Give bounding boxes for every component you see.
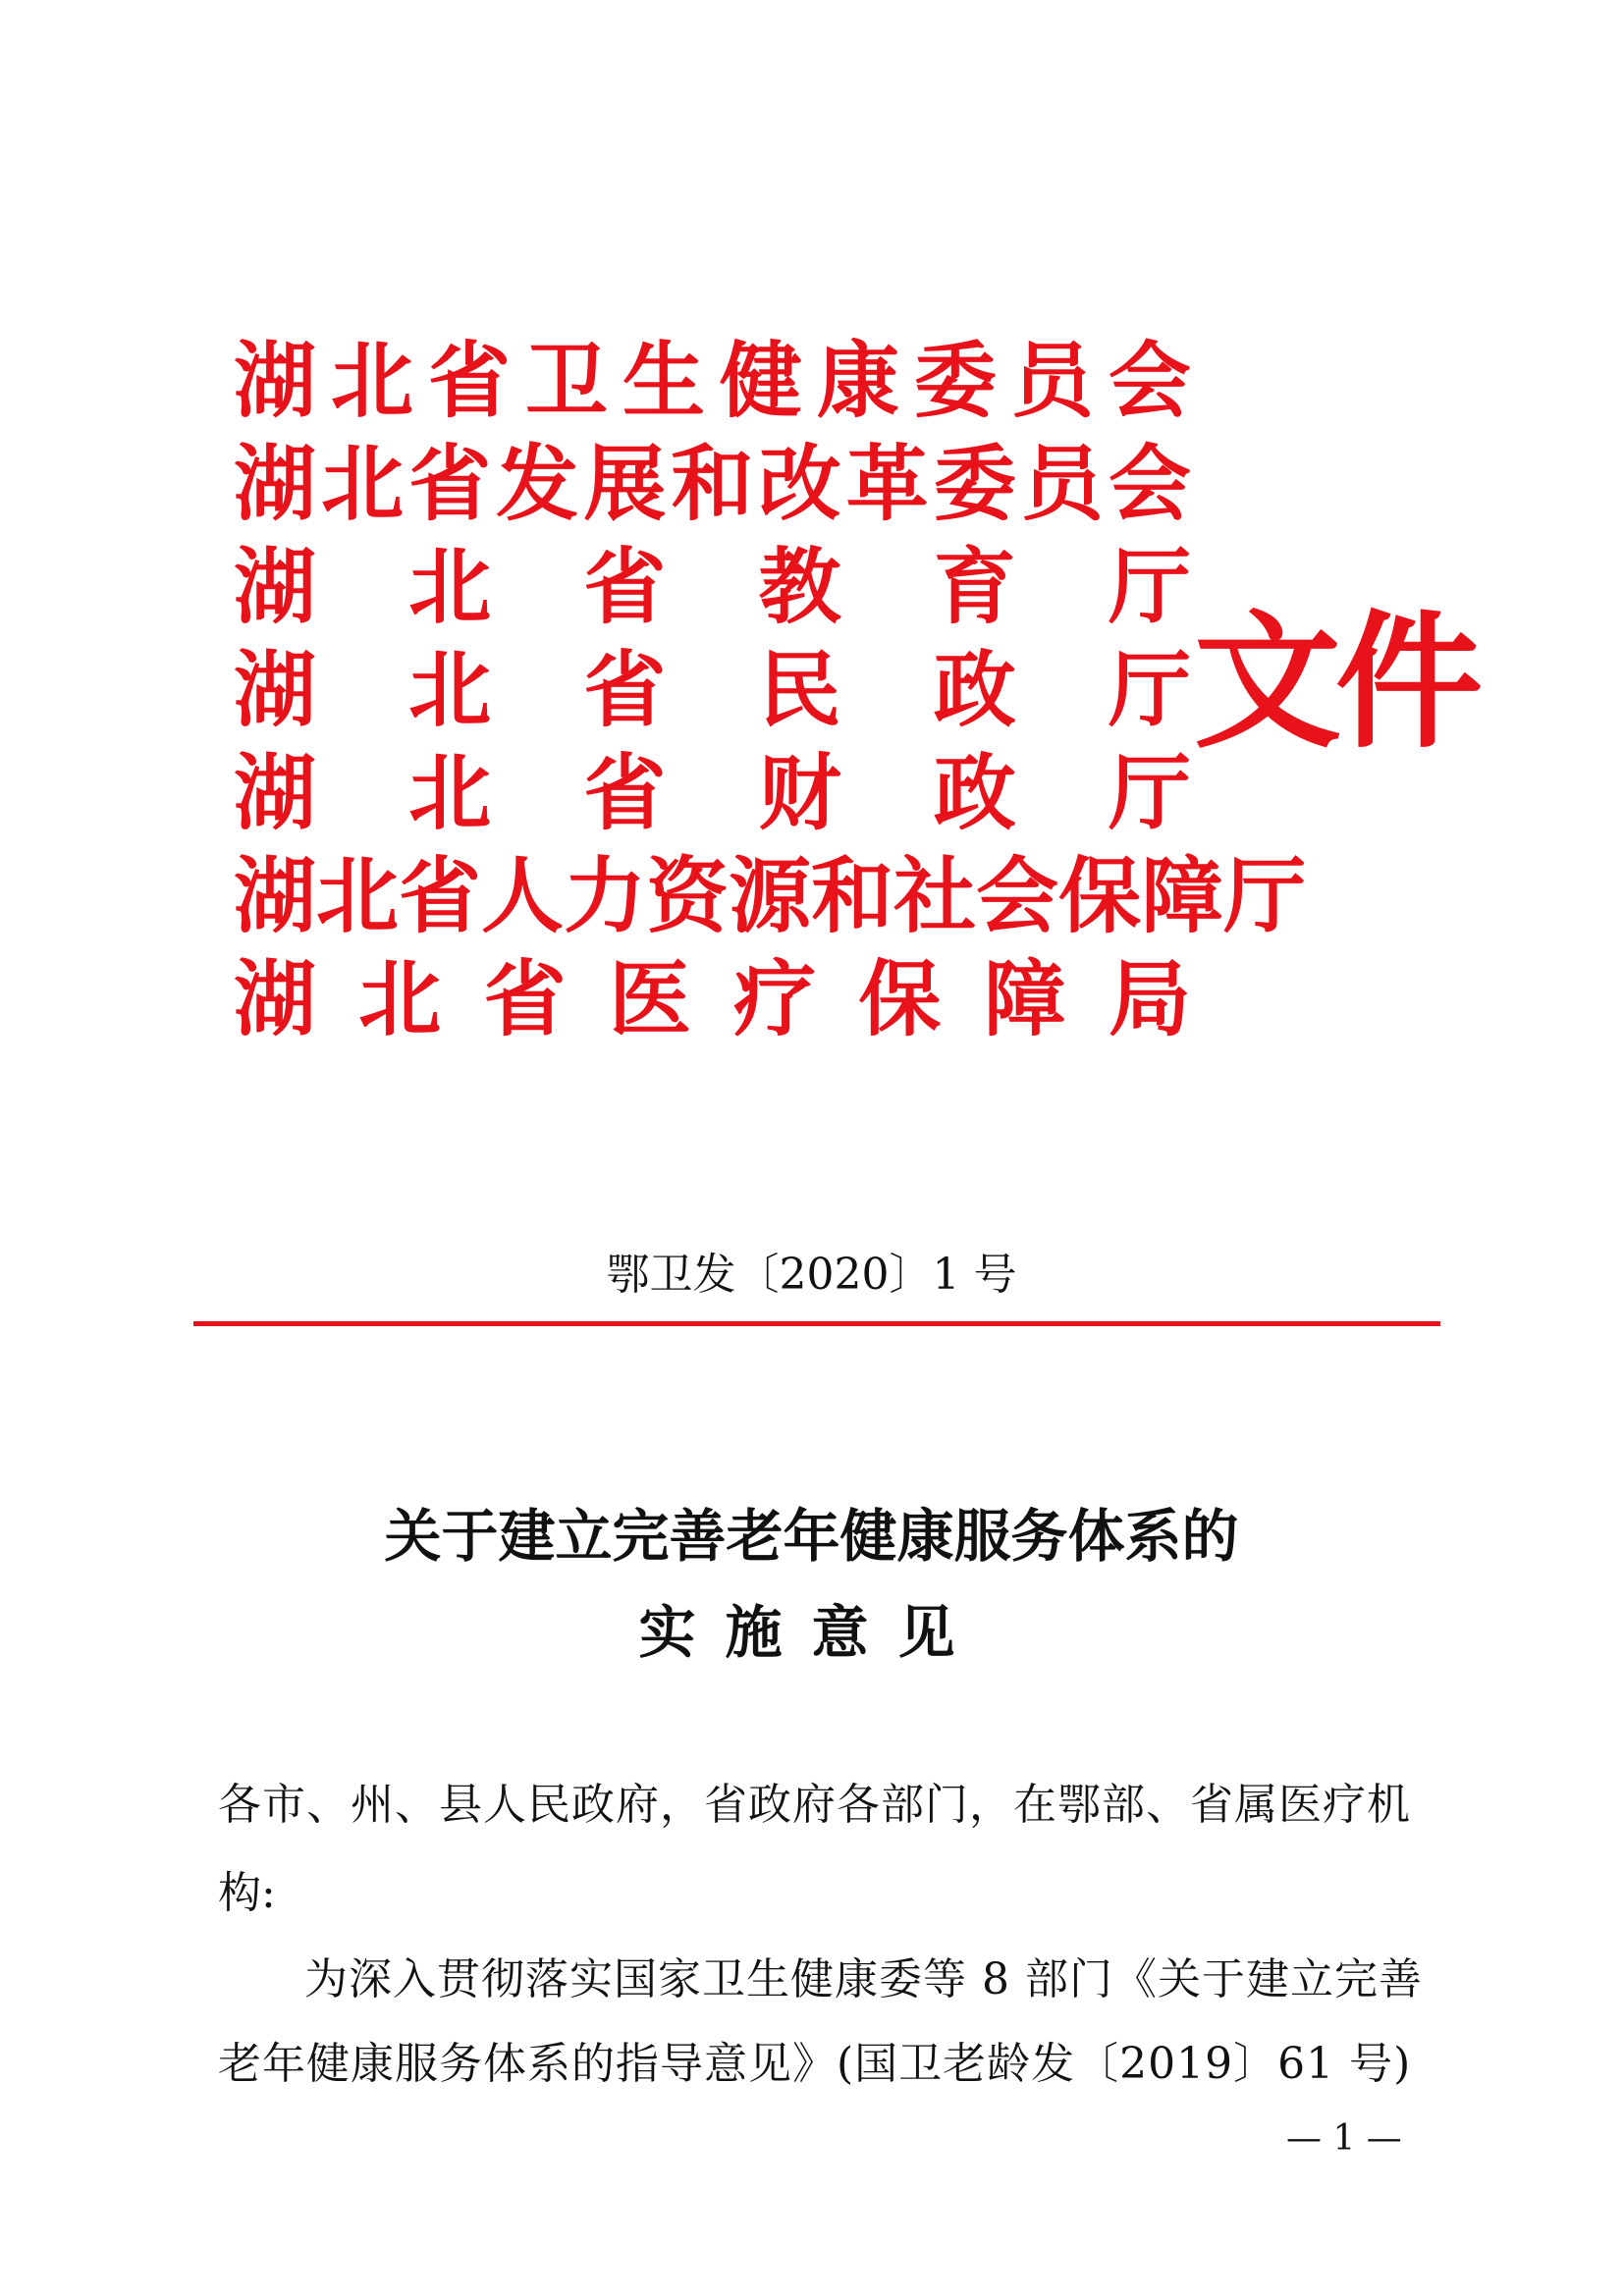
issuer-line	[234, 844, 1307, 947]
issuer-char: 发	[496, 435, 579, 532]
issuer-char: 政	[933, 744, 1016, 841]
issuer-char: 厅	[1223, 847, 1307, 944]
issuer-char: 改	[758, 435, 841, 532]
issuer-line	[234, 947, 1191, 1050]
issuer-char: 财	[758, 744, 841, 841]
issuer-char: 会	[1108, 332, 1191, 429]
red-divider-line	[193, 1321, 1440, 1326]
document-header-suffix: 文件	[1194, 596, 1478, 769]
issuer-char: 湖	[234, 641, 317, 738]
issuer-char: 省	[427, 332, 511, 429]
document-title-line-1: 关于建立完善老年健康服务体系的	[384, 1503, 1239, 1570]
issuer-char: 省	[583, 538, 667, 635]
issuer-char: 省	[583, 641, 667, 738]
issuer-char: 湖	[234, 950, 317, 1047]
issuer-char: 民	[758, 641, 841, 738]
body-text-line-2: 构:	[218, 1868, 276, 1918]
issuer-char: 展	[583, 435, 667, 532]
issuer-char: 障	[983, 950, 1066, 1047]
issuer-char: 员	[1010, 332, 1094, 429]
issuer-char: 湖	[234, 744, 317, 841]
document-title-line-2: 实施意见	[638, 1599, 985, 1666]
issuer-char: 湖	[234, 435, 317, 532]
issuer-char: 省	[483, 950, 567, 1047]
issuer-char: 源	[729, 847, 812, 944]
issuer-char: 北	[408, 641, 492, 738]
issuer-char: 北	[321, 435, 405, 532]
issuer-char: 北	[330, 332, 413, 429]
issuer-char: 教	[758, 538, 841, 635]
body-text-line-4: 老年健康服务体系的指导意见》(国卫老龄发〔2019〕61 号)	[218, 2039, 1412, 2089]
issuer-char: 厅	[1108, 641, 1191, 738]
issuer-char: 和	[671, 435, 754, 532]
issuer-char: 委	[913, 332, 997, 429]
issuer-char: 育	[933, 538, 1016, 635]
issuer-line	[234, 741, 1191, 844]
issuer-char: 保	[858, 950, 942, 1047]
issuer-char: 卫	[524, 332, 608, 429]
issuer-char: 委	[933, 435, 1016, 532]
issuer-char: 厅	[1108, 538, 1191, 635]
issuer-char: 省	[583, 744, 667, 841]
issuer-line	[234, 432, 1191, 535]
issuer-char: 健	[719, 332, 802, 429]
issuer-block	[234, 329, 1307, 1050]
document-number: 鄂卫发〔2020〕1 号	[606, 1250, 1017, 1300]
issuer-char: 湖	[234, 847, 317, 944]
issuer-char: 局	[1108, 950, 1191, 1047]
issuer-char: 员	[1020, 435, 1104, 532]
issuer-char: 省	[399, 847, 482, 944]
issuer-char: 政	[933, 641, 1016, 738]
issuer-char: 北	[408, 744, 492, 841]
issuer-char: 人	[481, 847, 565, 944]
issuer-char: 会	[976, 847, 1059, 944]
issuer-char: 力	[564, 847, 647, 944]
issuer-char: 社	[893, 847, 977, 944]
issuer-char: 保	[1058, 847, 1142, 944]
issuer-char: 北	[358, 950, 442, 1047]
issuer-char: 北	[316, 847, 400, 944]
issuer-char: 生	[622, 332, 705, 429]
page-number: — 1 —	[1286, 2118, 1402, 2159]
body-text-line-3: 为深入贯彻落实国家卫生健康委等 8 部门《关于建立完善	[304, 1954, 1423, 2004]
issuer-line	[234, 638, 1191, 741]
issuer-char: 湖	[234, 538, 317, 635]
issuer-char: 疗	[733, 950, 817, 1047]
issuer-char: 资	[646, 847, 730, 944]
issuer-char: 革	[845, 435, 929, 532]
issuer-char: 湖	[234, 332, 317, 429]
issuer-char: 会	[1108, 435, 1191, 532]
body-text-line-1: 各市、州、县人民政府，省政府各部门，在鄂部、省属医疗机	[218, 1780, 1411, 1830]
issuer-char: 医	[608, 950, 691, 1047]
issuer-char: 厅	[1108, 744, 1191, 841]
issuer-line	[234, 329, 1191, 432]
issuer-char: 北	[408, 538, 492, 635]
issuer-line	[234, 535, 1191, 638]
issuer-char: 省	[408, 435, 492, 532]
issuer-char: 障	[1141, 847, 1224, 944]
issuer-char: 康	[816, 332, 899, 429]
issuer-char: 和	[811, 847, 894, 944]
